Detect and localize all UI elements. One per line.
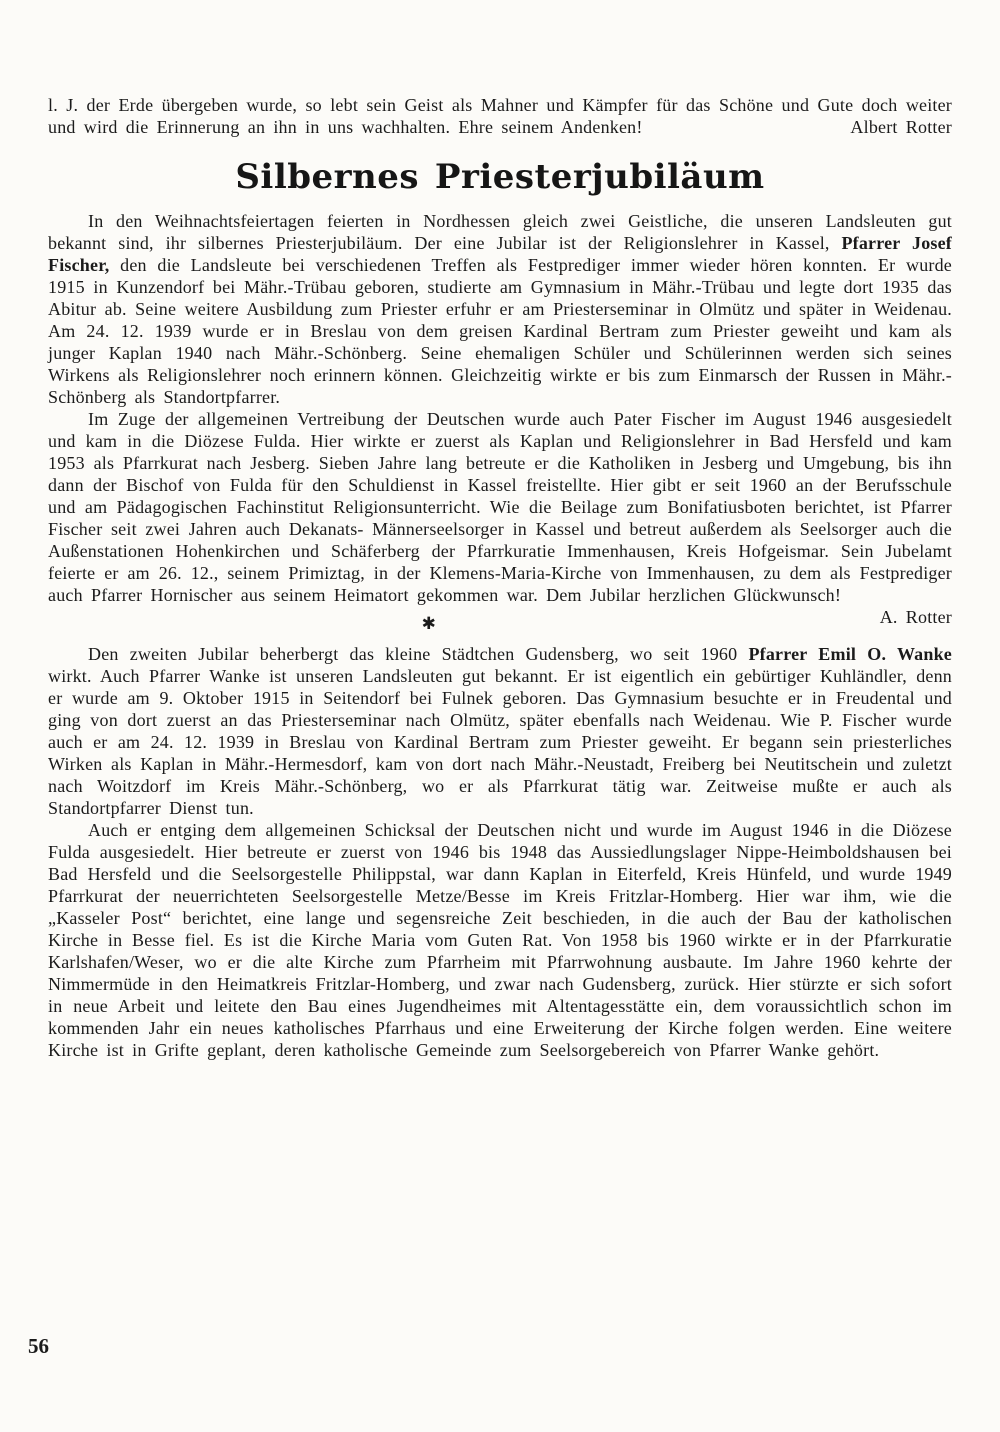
- paragraph-fischer-1: [48, 210, 952, 408]
- paragraph-attribution: A. Rotter: [879, 607, 952, 627]
- text-segment: Auch er entging dem allgemeinen Schicksal der Deutschen nicht und wurde im August 1946 in die Diözese Fulda ausgesiedelt. Hier betreute er zuerst von 1946 bis 1948 das Aussiedlungslager Nippe-Heimboldshausen bei Bad Hersfeld und die Seelsorgestelle Philippstal, war dann Kaplan in Eiterfeld, Kreis Hünfeld, und wurde 1949 Pfarrkurat der neuerrichteten Seelsorgestelle Metze/Besse im Kreis Fritzlar-Homberg. Hier war ihm, wie die „Kasseler Post“ berichtet, eine lange und segensreiche Zeit beschieden, in die auch der Bau der katholischen Kirche in Besse fiel. Es ist die Kirche Maria vom Guten Rat. Von 1958 bis 1960 wirkte er in der Pfarrkuratie Karlshafen/Weser, wo er die alte Kirche zum Pfarrheim mit Pfarrwohnung ausbaute. Im Jahre 1960 kehrte der Nimmermüde in den Heimatkreis Fritzlar-Homberg, und zwar nach Gudensberg, zurück. Hier stürzte er sich sofort in neue Arbeit und leitete den Bau eines Jugendheimes mit Altentagesstätte ein, dem voraussichtlich schon im kommenden Jahr ein neues katholisches Pfarrhaus und eine Erweiterung der Kirche folgen werden. Eine weitere Kirche ist in Grifte geplant, deren katholische Gemeinde zum Seelsorgebereich von Pfarrer Wanke gehört.: [48, 820, 952, 1060]
- page-content: [48, 94, 952, 1061]
- paragraph-fischer-2: [48, 408, 952, 627]
- intro-text: l. J. der Erde übergeben wurde, so lebt sein Geist als Mahner und Kämpfer für das Schöne und Gute doch weiter und wird die Erinnerung an ihn in uns wachhalten. Ehre seinem Andenken!: [48, 95, 952, 137]
- bold-name-josef-fischer: Pfarrer Josef Fischer,: [48, 233, 952, 275]
- paragraph-wanke-2: [48, 819, 952, 1061]
- page-number: 56: [28, 1334, 49, 1358]
- paragraph-wanke-1: [48, 643, 952, 819]
- intro-paragraph: [48, 94, 952, 138]
- text-segment: In den Weihnachtsfeiertagen feierten in Nordhessen gleich zwei Geistliche, die unseren Landsleuten gut bekannt sind, ihr silbernes Priesterjubiläum. Der eine Jubilar ist der Religionslehrer in Kassel,: [48, 211, 952, 253]
- bold-name-emil-wanke: Pfarrer Emil O. Wanke: [748, 644, 952, 664]
- article-heading: Silbernes Priesterjubiläum: [235, 157, 765, 197]
- text-segment: wirkt. Auch Pfarrer Wanke ist unseren Landsleuten gut bekannt. Er ist eigentlich ein gebürtiger Kuhländler, denn er wurde am 9. Oktober 1915 in Seitendorf bei Fulnek geboren. Das Gymnasium besuchte er in Freudental und ging von dort zuerst an das Priesterseminar nach Olmütz, später ebenfalls nach Weidenau. Wie P. Fischer wurde auch er am 24. 12. 1939 in Breslau von Kardinal Bertram zum Priester geweiht. Er begann sein priesterliches Wirken als Kaplan in Mähr.-Hermesdorf, kam von dort nach Mähr.-Neustadt, Freiberg bei Neutitschein und zuletzt nach Woitzdorf im Kreis Mähr.-Schönberg, wo er als Pfarrkurat tätig war. Zeitweise mußte er auch als Standortpfarrer Dienst tun.: [48, 666, 952, 818]
- intro-attribution: Albert Rotter: [850, 117, 952, 137]
- star-divider-icon: ✱: [421, 614, 437, 633]
- text-segment: Im Zuge der allgemeinen Vertreibung der Deutschen wurde auch Pater Fischer im August 1946 ausgesiedelt und kam in die Diözese Fulda. Hier wirkte er zuerst als Kaplan und Religionslehrer in Bad Hersfeld und kam 1953 als Pfarrkurat nach Jesberg. Sieben Jahre lang betreute er die Katholiken in Jesberg und Umgebung, bis ihn dann der Bischof von Fulda für den Schuldienst in Kassel freistellte. Hier gibt er seit 1960 an der Berufsschule und am Pädagogischen Fachinstitut Religionsunterricht. Wie die Beilage zum Bonifatiusboten berichtet, ist Pfarrer Fischer seit zwei Jahren auch Dekanats- Männerseelsorger in Kassel und betreut außerdem als Seelsorger auch die Außenstationen Hohenkirchen und Schäferberg der Pfarrkuratie Immenhausen, Kreis Hofgeismar. Sein Jubelamt feierte er am 26. 12., seinem Primiztag, in der Klemens-Maria-Kirche von Immenhausen, zu dem als Festprediger auch Pfarrer Hornischer aus seinem Heimatort gekommen war. Dem Jubilar herzlichen Glückwunsch!: [48, 409, 952, 605]
- text-segment: den die Landsleute bei verschiedenen Treffen als Festprediger immer wieder hören konnten. Er wurde 1915 in Kunzendorf bei Mähr.-Trübau geboren, studierte am Gymnasium in Mähr.-Trübau und legte dort 1935 das Abitur ab. Seine weitere Ausbildung zum Priester erfuhr er am Priesterseminar in Olmütz und später in Weidenau. Am 24. 12. 1939 wurde er in Breslau von dem greisen Kardinal Bertram zum Priester geweiht und kam als junger Kaplan 1940 nach Mähr.-Schönberg. Seine ehemaligen Schüler und Schülerinnen werden sich seines Wirkens als Religionslehrer noch erinnern können. Gleichzeitig wirkte er bis zum Einmarsch der Russen in Mähr.-Schönberg als Standortpfarrer.: [48, 255, 952, 407]
- text-segment: Den zweiten Jubilar beherbergt das kleine Städtchen Gudensberg, wo seit 1960: [88, 644, 749, 664]
